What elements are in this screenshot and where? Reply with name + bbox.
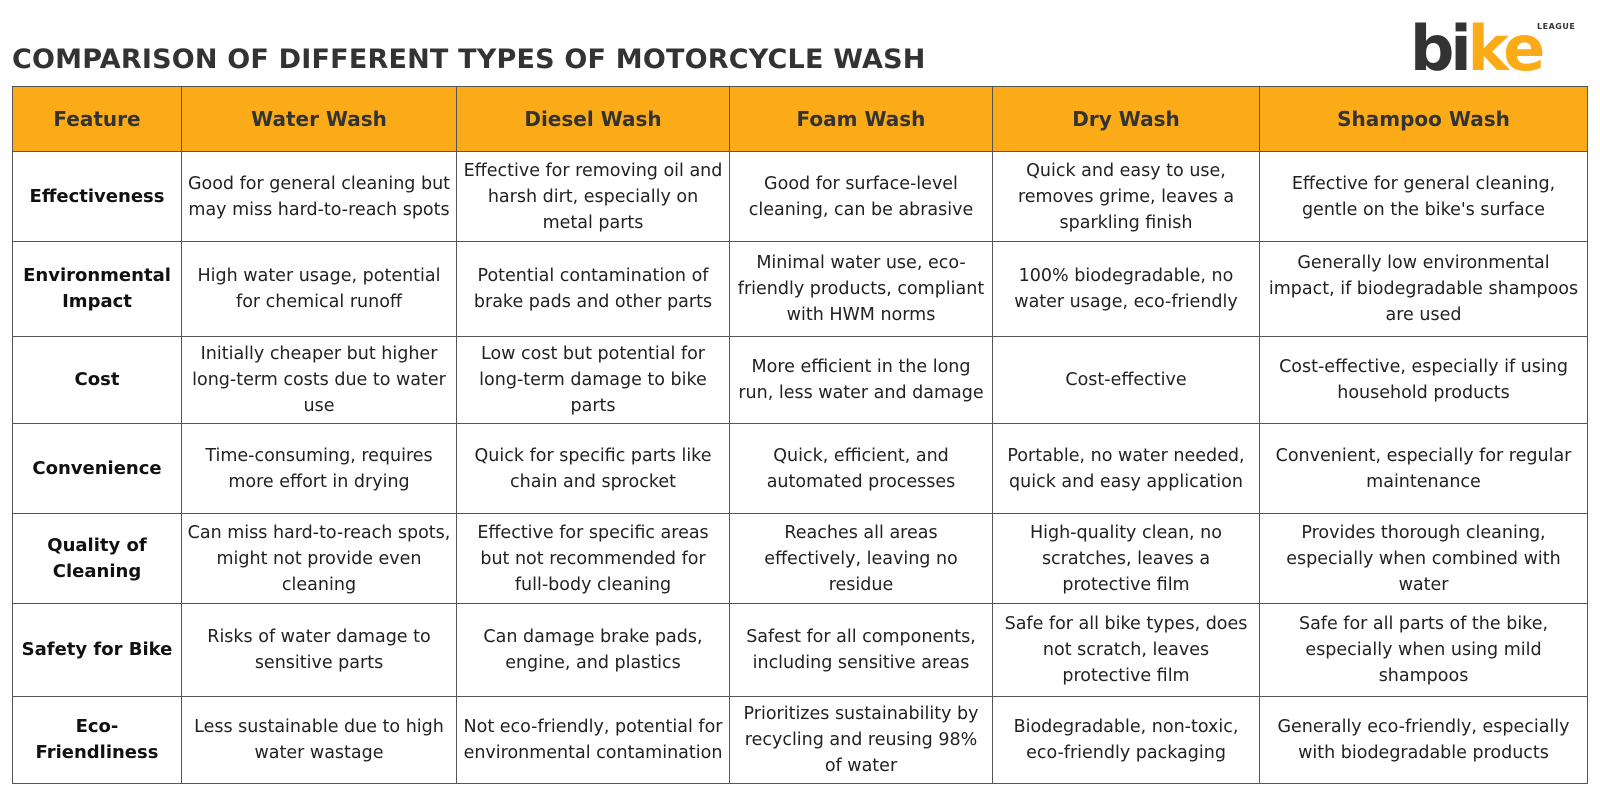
table-cell: Convenient, especially for regular maintenance [1260, 424, 1588, 514]
header-foam-wash: Foam Wash [730, 87, 993, 152]
logo-tagline: LEAGUE [1537, 22, 1576, 31]
header-water-wash: Water Wash [182, 87, 457, 152]
row-label: Effectiveness [13, 152, 182, 242]
table-cell: Initially cheaper but higher long-term costs due to water use [182, 337, 457, 424]
table-row-effectiveness [13, 152, 1588, 242]
header-shampoo-wash: Shampoo Wash [1260, 87, 1588, 152]
table-cell: Can miss hard-to-reach spots, might not provide even cleaning [182, 514, 457, 604]
table-header-row [13, 87, 1588, 152]
row-label: Cost [13, 337, 182, 424]
table-cell: Effective for specific areas but not recommended for full-body cleaning [457, 514, 730, 604]
table-cell: Low cost but potential for long-term damage to bike parts [457, 337, 730, 424]
table-row-eco-friendliness [13, 697, 1588, 784]
logo-text-dark: bi [1410, 16, 1468, 76]
table-cell: Prioritizes sustainability by recycling and reusing 98% of water [730, 697, 993, 784]
table-cell: Less sustainable due to high water wastage [182, 697, 457, 784]
table-cell: Potential contamination of brake pads and other parts [457, 242, 730, 337]
table-cell: Reaches all areas effectively, leaving no residue [730, 514, 993, 604]
table-row-quality-of-cleaning [13, 514, 1588, 604]
table-cell: Safe for all bike types, does not scratch, leaves protective film [993, 604, 1260, 697]
page-title: COMPARISON OF DIFFERENT TYPES OF MOTORCYCLE WASH [12, 44, 926, 76]
row-label: Eco-Friendliness [13, 697, 182, 784]
table-cell: High water usage, potential for chemical runoff [182, 242, 457, 337]
row-label: Convenience [13, 424, 182, 514]
table-cell: Cost-effective [993, 337, 1260, 424]
header-dry-wash: Dry Wash [993, 87, 1260, 152]
table-cell: Cost-effective, especially if using household products [1260, 337, 1588, 424]
table-cell: Generally low environmental impact, if biodegradable shampoos are used [1260, 242, 1588, 337]
table-cell: 100% biodegradable, no water usage, eco-friendly [993, 242, 1260, 337]
table-cell: Quick for specific parts like chain and sprocket [457, 424, 730, 514]
table-cell: Minimal water use, eco-friendly products, compliant with HWM norms [730, 242, 993, 337]
table-row-convenience [13, 424, 1588, 514]
table-cell: Good for general cleaning but may miss hard-to-reach spots [182, 152, 457, 242]
table-cell: Portable, no water needed, quick and easy application [993, 424, 1260, 514]
row-label: Safety for Bike [13, 604, 182, 697]
table-cell: Not eco-friendly, potential for environmental contamination [457, 697, 730, 784]
table-cell: Time-consuming, requires more effort in drying [182, 424, 457, 514]
table-cell: High-quality clean, no scratches, leaves a protective film [993, 514, 1260, 604]
table-row-environmental-impact [13, 242, 1588, 337]
table-row-safety-for-bike [13, 604, 1588, 697]
header-diesel-wash: Diesel Wash [457, 87, 730, 152]
table-row-cost [13, 337, 1588, 424]
table-cell: More efficient in the long run, less water and damage [730, 337, 993, 424]
comparison-table [12, 86, 1588, 784]
bike-league-logo[interactable] [1410, 16, 1585, 76]
table-cell: Biodegradable, non-toxic, eco-friendly packaging [993, 697, 1260, 784]
table-cell: Good for surface-level cleaning, can be abrasive [730, 152, 993, 242]
table-cell: Effective for general cleaning, gentle on the bike's surface [1260, 152, 1588, 242]
header-feature: Feature [13, 87, 182, 152]
logo-graphic [1410, 16, 1585, 76]
svg-text:bike [1410, 16, 1543, 76]
table-cell: Quick and easy to use, removes grime, leaves a sparkling finish [993, 152, 1260, 242]
table-cell: Risks of water damage to sensitive parts [182, 604, 457, 697]
table-cell: Safe for all parts of the bike, especially when using mild shampoos [1260, 604, 1588, 697]
table-cell: Generally eco-friendly, especially with biodegradable products [1260, 697, 1588, 784]
table-cell: Provides thorough cleaning, especially when combined with water [1260, 514, 1588, 604]
table-cell: Quick, efficient, and automated processes [730, 424, 993, 514]
table-cell: Can damage brake pads, engine, and plastics [457, 604, 730, 697]
logo-text-accent: ke [1467, 16, 1542, 76]
row-label: Quality of Cleaning [13, 514, 182, 604]
table-cell: Safest for all components, including sensitive areas [730, 604, 993, 697]
row-label: Environmental Impact [13, 242, 182, 337]
table-cell: Effective for removing oil and harsh dirt, especially on metal parts [457, 152, 730, 242]
